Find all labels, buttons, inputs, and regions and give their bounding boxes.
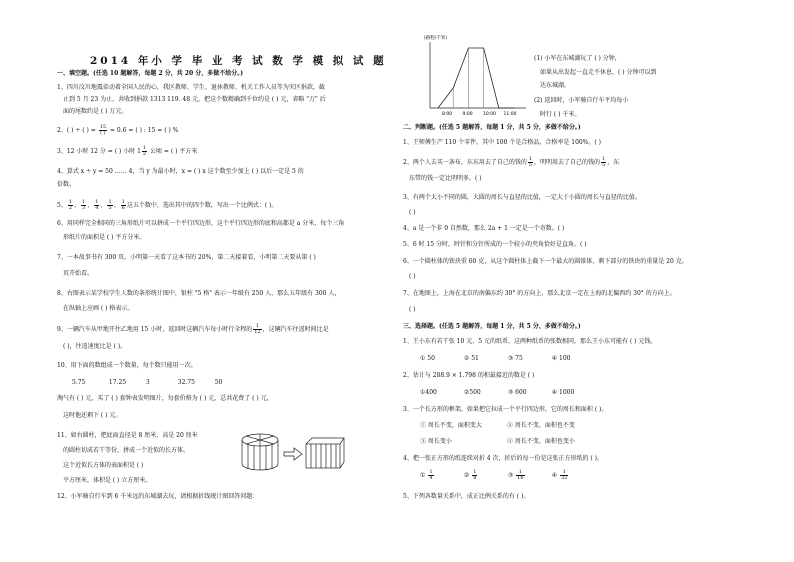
judge-3-line2: ( )	[409, 209, 416, 216]
judge-6-line1: 6、一个圆柱体的铁块重 60 克，从这个圆柱体上截下一个最大的圆锥体，剩下部分的铁块的重量是 20 克。	[403, 258, 688, 265]
q12: 12、小军骑自行车到 6 千米远的东城湖去玩，请根据折线统计图回答问题：	[57, 493, 259, 500]
q9-line1: 9、一辆汽车从甲地开往乙地用 15 小时，返回时这辆汽车每小时行全程的 $\frac{1}{12}$ ，这辆汽车往返时间比是	[57, 323, 329, 335]
judge-2-line2: 东带的钱一定比明明多。( )	[409, 175, 482, 182]
q5: 5、 $\frac{1}{2}$ 、 $\frac{1}{3}$ 、 $\frac{1}{4}$ 、 $\frac{1}{5}$ 、 $\frac{1}{6}$ 这五个数中，选出其中的四个数，写出一个比例式：( )。	[57, 199, 278, 211]
judge-1: 1、王师傅生产 110 个零件，其中 100 个是合格品，合格率是 100%。( )	[403, 139, 602, 146]
choice-3-options-row2: ③ 周长变小 ④ 周长不变，面积也变小	[420, 438, 575, 445]
chart-x-tick-label: 8:00	[442, 112, 453, 117]
q6-line2: 形纸片的面积是 ( ) 平方分米。	[63, 234, 146, 241]
q11-line3: 这个近似长方体的表面积是 ( )	[63, 462, 144, 469]
chart-x-tick-label: 9:00	[462, 112, 473, 117]
q11-line4: 平方厘米，体积是 ( ) 立方厘米。	[63, 477, 152, 484]
chart-q1-line2: 如果从出发起一直走不休息，( ) 分钟可以到	[540, 69, 657, 76]
judge-4: 4、a 是一个非 0 自然数，那么 2a + 1 一定是一个奇数。( )	[403, 225, 565, 232]
choice-5: 5、下列各数量关系中，成正比例关系的有 ( )。	[403, 493, 530, 500]
chart-q2-line2: 时行 ( ) 千米。	[540, 111, 581, 118]
q5-fraction: $\frac{1}{4}$	[95, 199, 99, 211]
q4-line1: 4、算式 x ÷ y = 50 …… 4，当 y 为最小时，x = ( ) x 这个数至少加上 ( ) 以后一定是 5 的	[57, 168, 304, 175]
chart-q2-line1: (2) 返回时，小军骑自行车平均每小	[534, 97, 629, 104]
choice-3: 3、一个长方形的框架，如果把它拉成一个平行四边形，它的周长和面积 ( )。	[403, 406, 608, 413]
distance-time-line-chart	[410, 30, 530, 120]
q4-line2: 倍数。	[57, 181, 76, 188]
q1-line2: 止到 5 月 23 为止，共收到捐款 1313 119. 48 元，把这个数精确到千位约是 ( ) 元，省略 "万" 后	[63, 96, 326, 103]
choice-2-options: ①400 ②500 ③ 600 ④ 1000	[420, 389, 575, 396]
chart-x-tick-label: 11:00	[503, 112, 517, 117]
cylinder-figure	[242, 434, 278, 470]
choice-1: 1、王小东有若干张 10 元、5 元的纸币，这两种纸币的张数相同，那么王小东可能有 ( ) 元钱。	[403, 338, 657, 345]
q10-numbers: 5.75 17.25 3 32.75 50	[72, 379, 223, 386]
choice-1-options: ① 50 ② 51 ③ 75 ④ 100	[420, 355, 571, 362]
chart-x-tick-label: 10:00	[483, 112, 496, 117]
judge-3-line1: 3、有两个大小不同的圆，大圆的周长与直径的比值，一定大于小圆的周长与直径的比值。	[403, 194, 641, 201]
chart-series-line	[438, 48, 514, 108]
cuboid-figure	[306, 438, 344, 468]
q2: 2、( ) ÷ ( ) = $\frac{15}{( )}$ = 0.6 = ( ) : 15 = ( ) %	[57, 124, 179, 136]
judge-7-line2: ( )	[409, 306, 416, 313]
q10-line2: 淘气有 ( ) 元，买了 ( ) 套钟表发明图片，每套价格为 ( ) 元，总共花费了 ( ) 元，	[57, 395, 273, 402]
judge-6-line2: ( )	[409, 273, 416, 280]
choice-4-options: ① $\frac{1}{4}$ ② $\frac{1}{8}$ ③ $\frac{1}{16}$ ④ $\frac{1}{32}$	[420, 469, 568, 481]
q1-line1: 1、四川汶川地震牵动着全国人民的心，我区教师、学生、退休教师、机关工作人员等为灾区捐款，截	[57, 84, 325, 91]
section-fill-in: 一、填空题。(任选 10 题解答，每题 2 分，共 20 分，多做不给分。)	[57, 70, 244, 77]
chart-ylabel: (路程/千米)	[424, 36, 448, 41]
q11-line1: 11、如右圆柱，把底面直径是 8 厘米，高是 20 厘米	[57, 432, 198, 439]
section-true-false: 二、判断题。(任选 5 题解答，每题 1 分，共 5 分，多做不给分。)	[403, 124, 581, 131]
q10-line1: 10、用下面的数组成一个数量，每个数只能用一次。	[57, 362, 197, 369]
q5-fraction: $\frac{1}{3}$	[82, 199, 86, 211]
q8-line1: 8、右图表示某学校学生人数的条形统计图中，银柱 "5 格" 表示一年级有 250 人，那么五年级有 300 人，	[57, 290, 341, 297]
judge-2-line1: 2、两个人去买一条布，东东用去了自己的钱的 $\frac{1}{5}$ ，明明用去了自己的钱的 $\frac{1}{5}$ ，东	[403, 156, 620, 168]
q3: 3、12 小时 12 分 = ( ) 小时 1 $\frac{1}{2}$ 公顷 = ( ) 平方米	[57, 145, 198, 157]
chart-q1-line3: 达东城湖。	[540, 82, 571, 89]
exam-title: 2014 年小 学 毕 业 考 试 数 学 模 拟 试 题	[90, 55, 387, 67]
choice-3-options-row1: ① 周长不变，面积变大 ② 周长不变，面积也不变	[420, 422, 575, 429]
q7-line1: 7、一本故事书有 300 页，小明第一天看了这本书的 20%，第二天接着看，小明第二天要从第 ( )	[57, 254, 316, 261]
q9-line2: ( )，往返速度比是 ( )。	[63, 343, 127, 350]
q2-fraction: $\frac{15}{( )}$	[99, 124, 107, 136]
q1-line3: 面的尾数约是 ( ) 万元。	[63, 108, 128, 115]
q6-line1: 6、用同样完全相同的三角形纸片可以拼成一个平行四边形，这个平行四边形的底和高都是 a 分米，每个三角	[57, 220, 345, 227]
judge-5: 5、6 时 15 分时，时针和分针所成的一个较小的夹角恰好是直角。( )	[403, 241, 587, 248]
judge-7-line1: 7、在地图上，上海在北京的南偏东约 30° 的方向上，那么北京一定在上海的北偏西约 30° 的方向上。	[403, 290, 676, 297]
arrow-icon	[284, 448, 302, 460]
choice-2: 2、估计与 288.9 × 1.798 的积最接近的数是 ( )	[403, 372, 535, 379]
section-multiple-choice: 三、选择题。(任选 5 题解答，每题 1 分，共 5 分，多做不给分。)	[403, 323, 581, 330]
chart-q1-line1: (1) 小军在东城湖玩了 ( ) 分钟，	[534, 55, 621, 62]
q10-line3: 这时他还剩下 ( ) 元。	[63, 412, 122, 419]
q8-line2: 在纵轴上应画 ( ) 格表示。	[63, 305, 134, 312]
q5-fraction: $\frac{1}{6}$	[121, 199, 125, 211]
q11-line2: 的圆柱切成若干等份，拼成一个近似的长方体。	[63, 447, 190, 454]
q5-fraction: $\frac{1}{2}$	[68, 199, 73, 211]
q7-line2: 页开始看。	[63, 270, 94, 277]
cylinder-to-cuboid-illustration	[240, 432, 345, 472]
q5-fraction: $\frac{1}{5}$	[108, 199, 112, 211]
choice-4: 4、把一张正方形的纸连续对折 4 次，折后的每一份是这张正方形纸的 ( )。	[403, 455, 603, 462]
